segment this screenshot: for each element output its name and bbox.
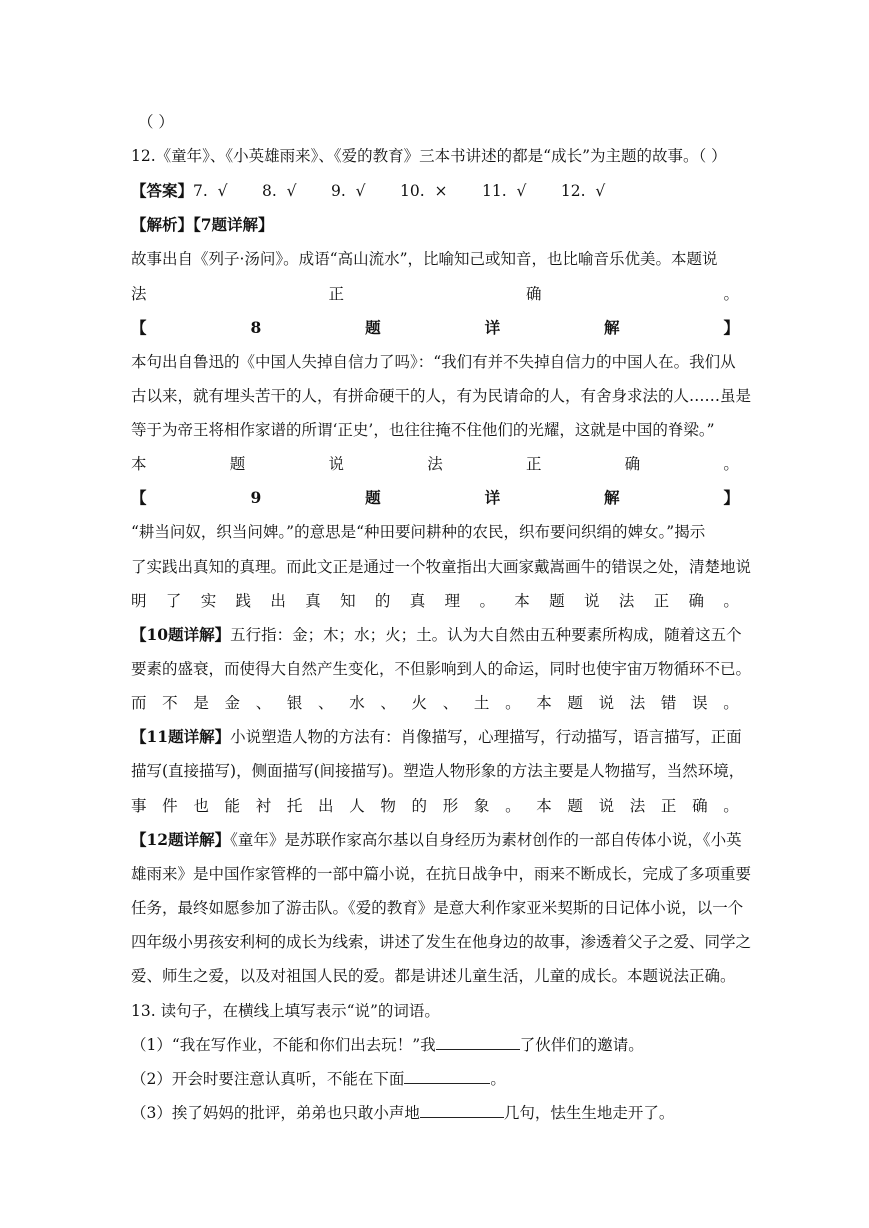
- q13-item-1: （1）“我在写作业，不能和你们出去玩！”我 了伙伴们的邀请。: [131, 1036, 644, 1054]
- p8-line4: 本 题 说 法 正 确 。: [131, 455, 739, 473]
- p7-line2: 法 正 确 。: [131, 285, 739, 303]
- p10-line2: 要素的盛衰，而使得大自然产生变化，不但影响到人的命运，同时也使宇宙万物循环不已。: [131, 660, 752, 678]
- fill-blank-1[interactable]: [436, 1035, 520, 1050]
- p12-line4: 四年级小男孩安利柯的成长为线索，讲述了发生在他身边的故事，渗透着父子之爱、同学之: [131, 933, 752, 951]
- p11-line1: 【11题详解】小说塑造人物的方法有：肖像描写，心理描写，行动描写，语言描写，正面: [131, 727, 742, 746]
- p11-line3: 事 件 也 能 衬 托 出 人 物 的 形 象 。 本 题 说 法 正 确 。: [131, 797, 739, 815]
- p8-line3: 等于为帝王将相作家谱的所谓‘正史’，也往往掩不住他们的光耀，这就是中国的脊梁。”: [131, 421, 715, 439]
- p9-line1: “耕当问奴，织当问婢。”的意思是“种田要问耕种的农民，织布要问织绢的婢女。”揭示: [131, 523, 706, 541]
- p10-line3: 而 不 是 金 、 银 、 水 、 火 、 土 。 本 题 说 法 错 误 。: [131, 694, 739, 712]
- answer-paren: （ ）: [138, 113, 174, 131]
- p7-line1: 故事出自《列子·汤问》。成语“高山流水”，比喻知己或知音，也比喻音乐优美。本题说: [131, 250, 718, 268]
- p10-line1: 【10题详解】五行指：金；木；水；火；土。认为大自然由五种要素所构成，随着这五个: [131, 625, 742, 644]
- question-13: 13. 读句子，在横线上填写表示“说”的词语。: [131, 1002, 440, 1020]
- p9-line3: 明 了 实 践 出 真 知 的 真 理 。 本 题 说 法 正 确 。: [131, 592, 739, 610]
- p12-line5: 爱、师生之爱，以及对祖国人民的爱。都是讲述儿童生活，儿童的成长。本题说法正确。: [131, 967, 736, 985]
- p11-line2: 描写(直接描写)，侧面描写(间接描写)。塑造人物形象的方法主要是人物描写，当然环境，: [131, 762, 745, 780]
- fill-blank-2[interactable]: [404, 1069, 490, 1084]
- p12-line1: 【12题详解】《童年》是苏联作家高尔基以自身经历为素材创作的一部自传体小说，《小英: [131, 830, 742, 849]
- heading-8: 【 8 题 详 解 】: [131, 318, 739, 337]
- p12-line3: 任务，最终如愿参加了游击队。《爱的教育》是意大利作家亚米契斯的日记体小说，以一个: [131, 899, 744, 917]
- heading-9: 【 9 题 详 解 】: [131, 488, 739, 507]
- answer-body: 7. √ 8. √ 9. √ 10. × 11. √ 12. √: [193, 182, 606, 200]
- p8-line2: 古以来，就有埋头苦干的人，有拼命硬干的人，有为民请命的人，有舍身求法的人……虽是: [131, 387, 752, 405]
- fill-blank-3[interactable]: [420, 1103, 504, 1118]
- q13-item-3: （3）挨了妈妈的批评，弟弟也只敢小声地 几句，怯生生地走开了。: [131, 1104, 675, 1122]
- analysis-label: 【解析】【7题详解】: [131, 215, 274, 234]
- p8-line1: 本句出自鲁迅的《中国人失掉自信力了吗》：“我们有并不失掉自信力的中国人在。我们从: [131, 353, 736, 371]
- question-12: 12.《童年》、《小英雄雨来》、《爱的教育》三本书讲述的都是“成长”为主题的故事。（ ）: [131, 147, 727, 165]
- answer-label: 【答案】: [131, 181, 194, 200]
- answer-line: [131, 181, 739, 201]
- p12-line2: 雄雨来》是中国作家管桦的一部中篇小说，在抗日战争中，雨来不断成长，完成了多项重要: [131, 865, 752, 883]
- q13-item-2: （2）开会时要注意认真听，不能在下面 。: [131, 1070, 506, 1088]
- p9-line2: 了实践出真知的真理。而此文正是通过一个牧童指出大画家戴嵩画牛的错误之处，清楚地说: [131, 558, 752, 576]
